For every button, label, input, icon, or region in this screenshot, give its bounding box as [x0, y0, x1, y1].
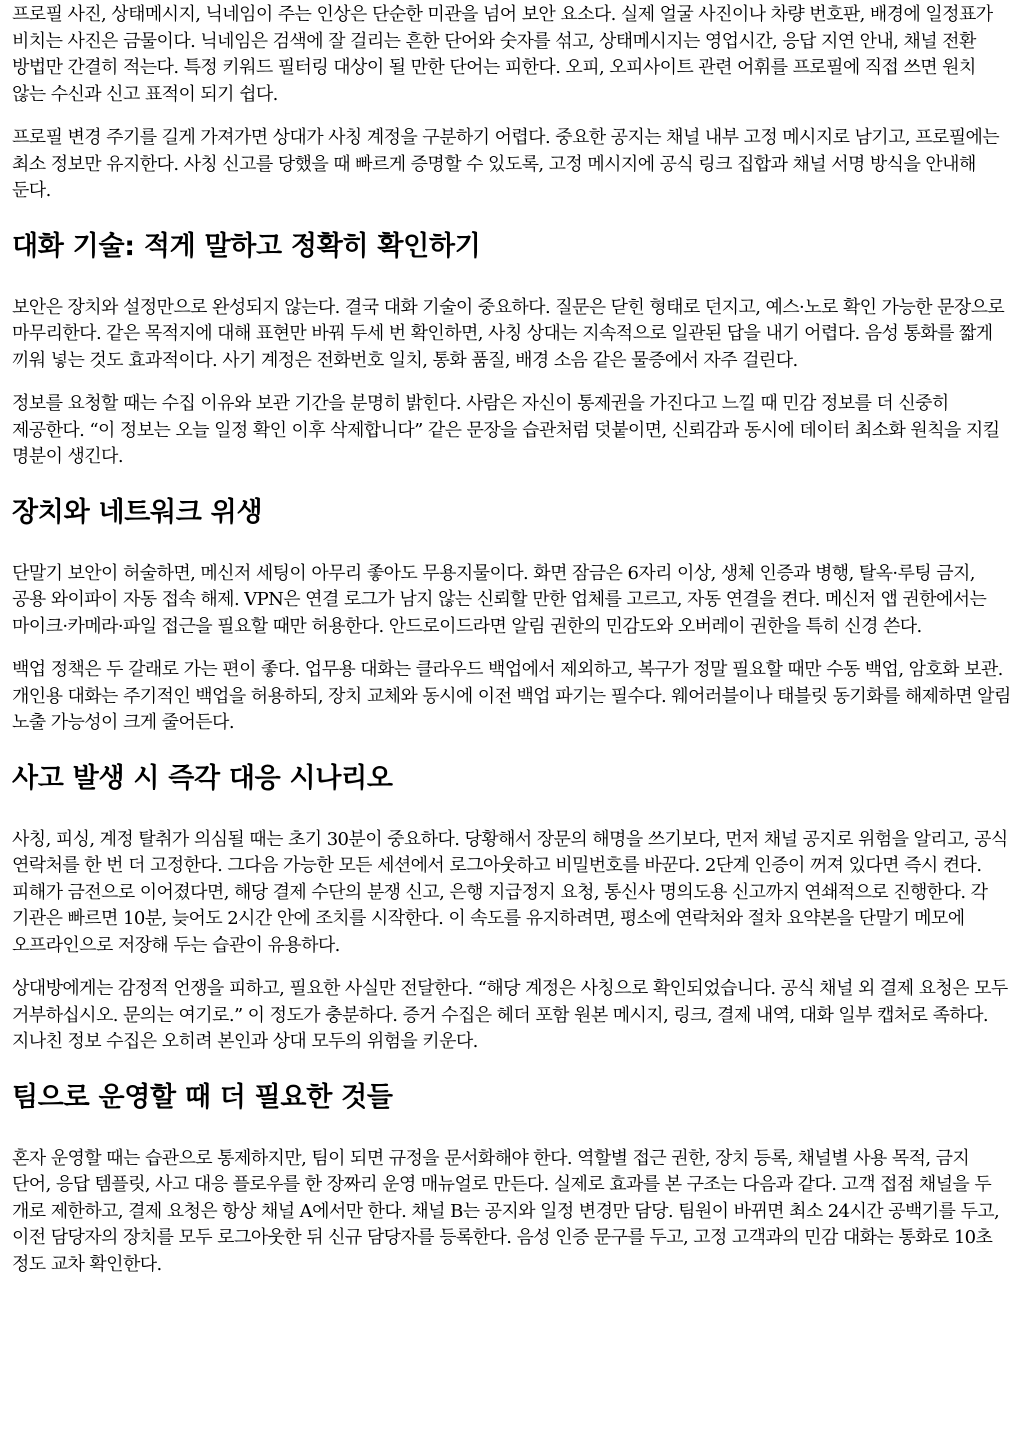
- section-conversation: [12, 227, 1012, 471]
- paragraph: 프로필 사진, 상태메시지, 닉네임이 주는 인상은 단순한 미관을 넘어 보안 요소다. 실제 얼굴 사진이나 차량 번호판, 배경에 일정표가 비치는 사진은 금물이다. 닉네임은 검색에 잘 걸리는 흔한 단어와 숫자를 섞고, 상태메시지는 영업시간, 응답 지연 안내, 채널 전환 방법만 간결히 적는다. 특정 키워드 필터링 대상이 될 만한 단어는 피한다. 오피, 오피사이트 관련 어휘를 프로필에 직접 쓰면 원치 않는 수신과 신고 표적이 되기 쉽다.: [12, 4, 993, 105]
- section-heading: 팀으로 운영할 때 더 필요한 것들: [12, 1081, 393, 1113]
- section-device-network: [12, 493, 1012, 737]
- section-heading: 대화 기술: 적게 말하고 정확히 확인하기: [12, 230, 481, 262]
- paragraph: 프로필 변경 주기를 길게 가져가면 상대가 사칭 계정을 구분하기 어렵다. 중요한 공지는 채널 내부 고정 메시지로 남기고, 프로필에는 최소 정보만 유지한다. 사칭 신고를 당했을 때 빠르게 증명할 수 있도록, 고정 메시지에 공식 링크 집합과 채널 서명 방식을 안내해 둔다.: [12, 127, 1000, 201]
- section-incident-response: [12, 759, 1012, 1056]
- paragraph: 정보를 요청할 때는 수집 이유와 보관 기간을 분명히 밝힌다. 사람은 자신이 통제권을 가진다고 느낄 때 민감 정보를 더 신중히 제공한다. “이 정보는 오늘 일정 확인 이후 삭제합니다” 같은 문장을 습관처럼 덧붙이면, 신뢰감과 동시에 데이터 최소화 원칙을 지킬 명분이 생긴다.: [12, 393, 1000, 467]
- section-profile: [12, 2, 1012, 205]
- paragraph: 단말기 보안이 허술하면, 메신저 세팅이 아무리 좋아도 무용지물이다. 화면 잠금은 6자리 이상, 생체 인증과 병행, 탈옥·루팅 금지, 공용 와이파이 자동 접속 해제. VPN은 연결 로그가 남지 않는 신뢰할 만한 업체를 고르고, 자동 연결을 켠다. 메신저 앱 권한에서는 마이크·카메라·파일 접근을 필요할 때만 허용한다. 안드로이드라면 알림 권한의 민감도와 오버레이 권한을 특히 신경 쓴다.: [12, 562, 987, 637]
- paragraph: 백업 정책은 두 갈래로 가는 편이 좋다. 업무용 대화는 클라우드 백업에서 제외하고, 복구가 정말 필요할 때만 수동 백업, 암호화 보관. 개인용 대화는 주기적인 백업을 허용하되, 장치 교체와 동시에 이전 백업 파기는 필수다. 웨어러블이나 태블릿 동기화를 해제하면 알림 노출 가능성이 크게 줄어든다.: [12, 659, 1011, 733]
- paragraph: 혼자 운영할 때는 습관으로 통제하지만, 팀이 되면 규정을 문서화해야 한다. 역할별 접근 권한, 장치 등록, 채널별 사용 목적, 금지 단어, 응답 템플릿, 사고 대응 플로우를 한 장짜리 운영 매뉴얼로 만든다. 실제로 효과를 본 구조는 다음과 같다. 고객 접점 채널을 두 개로 제한하고, 결제 요청은 항상 채널 A에서만 한다. 채널 B는 공지와 일정 변경만 담당. 팀원이 바뀌면 최소 24시간 공백기를 두고, 이전 담당자의 장치를 모두 로그아웃한 뒤 신규 담당자를 등록한다. 음성 인증 문구를 두고, 고정 고객과의 민감 대화는 통화로 10초 정도 교차 확인한다.: [12, 1147, 1000, 1275]
- section-heading: 장치와 네트워크 위생: [12, 496, 263, 528]
- paragraph: 보안은 장치와 설정만으로 완성되지 않는다. 결국 대화 기술이 중요하다. 질문은 닫힌 형태로 던지고, 예스·노로 확인 가능한 문장으로 마무리한다. 같은 목적지에 대해 표현만 바꿔 두세 번 확인하면, 사칭 상대는 지속적으로 일관된 답을 내기 어렵다. 음성 통화를 짧게 끼워 넣는 것도 효과적이다. 사기 계정은 전화번호 일치, 통화 품질, 배경 소음 같은 물증에서 자주 걸린다.: [12, 296, 1005, 371]
- section-team-operation: [12, 1078, 1012, 1279]
- paragraph: 상대방에게는 감정적 언쟁을 피하고, 필요한 사실만 전달한다. “해당 계정은 사칭으로 확인되었습니다. 공식 채널 외 결제 요청은 모두 거부하십시오. 문의는 여기로.” 이 정도가 충분하다. 증거 수집은 헤더 포함 원본 메시지, 링크, 결제 내역, 대화 일부 캡처로 족하다. 지나친 정보 수집은 오히려 본인과 상대 모두의 위험을 키운다.: [12, 978, 1008, 1052]
- paragraph: 사칭, 피싱, 계정 탈취가 의심될 때는 초기 30분이 중요하다. 당황해서 장문의 해명을 쓰기보다, 먼저 채널 공지로 위험을 알리고, 공식 연락처를 한 번 더 고정한다. 그다음 가능한 모든 세션에서 로그아웃하고 비밀번호를 바꾼다. 2단계 인증이 꺼져 있다면 즉시 켠다. 피해가 금전으로 이어졌다면, 해당 결제 수단의 분쟁 신고, 은행 지급정지 요청, 통신사 명의도용 신고까지 연쇄적으로 진행한다. 각 기관은 빠르면 10분, 늦어도 2시간 안에 조치를 시작한다. 이 속도를 유지하려면, 평소에 연락처와 절차 요약본을 단말기 메모에 오프라인으로 저장해 두는 습관이 유용하다.: [12, 828, 1008, 956]
- section-heading: 사고 발생 시 즉각 대응 시나리오: [12, 762, 393, 794]
